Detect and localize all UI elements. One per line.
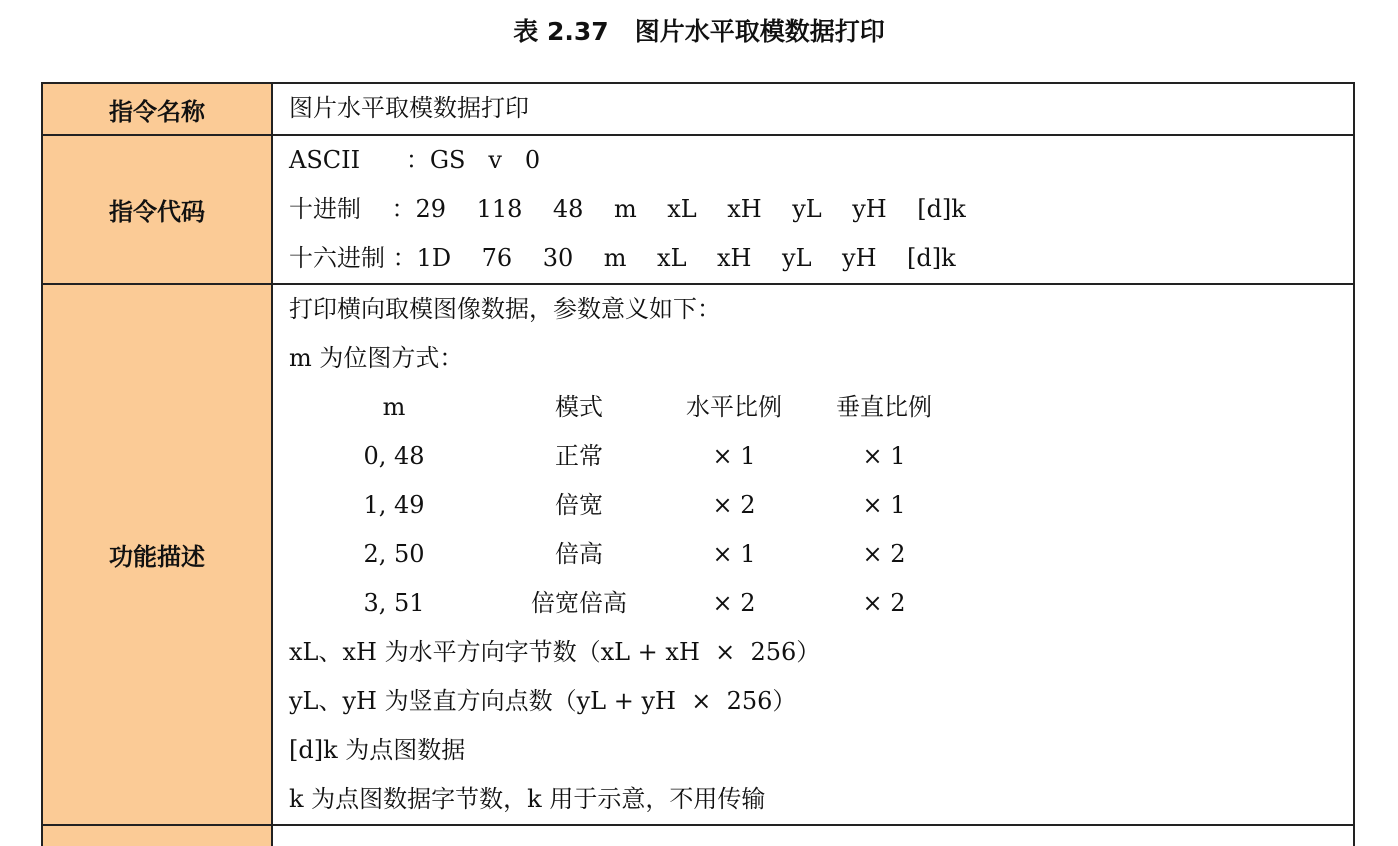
mode-value: 0, 48 bbox=[363, 442, 425, 470]
code-decimal: 十进制 ：29 118 48 m xL xH yL yH [d]k bbox=[289, 195, 966, 223]
command-spec-table bbox=[41, 82, 1355, 846]
x-bytes-note: xL、xH 为水平方向字节数（xL + xH × 256） bbox=[289, 638, 821, 666]
command-code-label: 指令代码 bbox=[42, 135, 272, 284]
function-description-label: 功能描述 bbox=[42, 284, 272, 825]
description-intro: 打印横向取模图像数据，参数意义如下： bbox=[289, 295, 721, 323]
mode-horizontal-scale: × 1 bbox=[712, 540, 756, 568]
mode-value: 2, 50 bbox=[363, 540, 425, 568]
mode-vertical-scale: × 2 bbox=[862, 589, 906, 617]
mode-row bbox=[289, 579, 1353, 628]
mode-vertical-scale: × 2 bbox=[862, 540, 906, 568]
command-name-cell bbox=[272, 83, 1354, 135]
mode-col-vertical: 垂直比例 bbox=[836, 393, 932, 421]
mode-vertical-scale: × 1 bbox=[862, 442, 906, 470]
mode-vertical-scale: × 1 bbox=[862, 491, 906, 519]
mode-row bbox=[289, 530, 1353, 579]
mode-value: 3, 51 bbox=[363, 589, 425, 617]
command-name-label: 指令名称 bbox=[42, 83, 272, 135]
command-name-value: 图片水平取模数据打印 bbox=[289, 94, 529, 122]
mode-name: 倍高 bbox=[555, 540, 603, 568]
mode-name: 倍宽 bbox=[555, 491, 603, 519]
mode-horizontal-scale: × 1 bbox=[712, 442, 756, 470]
mode-value: 1, 49 bbox=[363, 491, 425, 519]
mode-col-horizontal: 水平比例 bbox=[686, 393, 782, 421]
code-ascii: ASCII ：GS v 0 bbox=[289, 146, 541, 174]
row-command-name bbox=[42, 83, 1354, 135]
y-dots-note: yL、yH 为竖直方向点数（yL + yH × 256） bbox=[289, 687, 797, 715]
mode-row bbox=[289, 432, 1353, 481]
mode-table-header bbox=[289, 383, 1353, 432]
mode-row bbox=[289, 481, 1353, 530]
mode-name: 正常 bbox=[555, 442, 603, 470]
table-caption bbox=[0, 14, 1398, 50]
table-number: 表 2.37 bbox=[513, 17, 609, 46]
mode-col-mode: 模式 bbox=[555, 393, 603, 421]
mode-name: 倍宽倍高 bbox=[531, 589, 627, 617]
mode-horizontal-scale: × 2 bbox=[712, 589, 756, 617]
k-bytes-note: k 为点图数据字节数，k 用于示意，不用传输 bbox=[289, 785, 766, 813]
row-command-code bbox=[42, 135, 1354, 284]
mode-col-m: m bbox=[382, 393, 406, 421]
mode-horizontal-scale: × 2 bbox=[712, 491, 756, 519]
row-function-description bbox=[42, 284, 1354, 825]
dot-data-note: [d]k 为点图数据 bbox=[289, 736, 466, 764]
table-title: 图片水平取模数据打印 bbox=[634, 17, 885, 46]
command-code-cell bbox=[272, 135, 1354, 284]
m-intro: m 为位图方式： bbox=[289, 344, 464, 372]
code-hex: 十六进制 ：1D 76 30 m xL xH yL yH [d]k bbox=[289, 244, 956, 272]
function-description-cell bbox=[272, 284, 1354, 825]
